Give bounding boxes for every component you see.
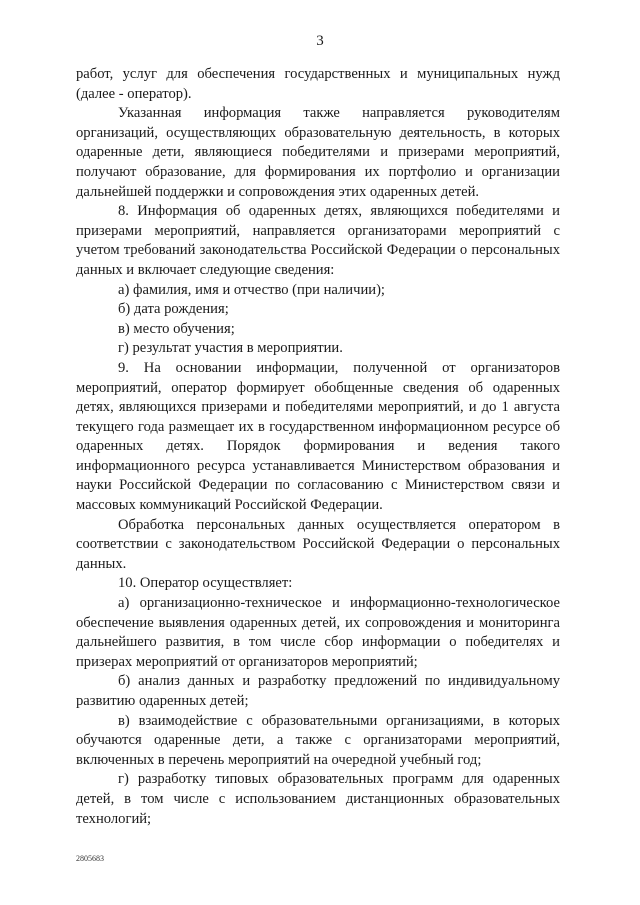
list-item-10c: в) взаимодействие с образовательными организациями, в которых обучаются одаренные дети, а также с организаторами мероприятий, включенных в перечень мероприятий на очередной учебный год; [76, 712, 560, 768]
list-item-8d: г) результат участия в мероприятии. [118, 340, 343, 357]
list-item-10d: г) разработку типовых образовательных программ для одаренных детей, в том числе с использованием дистанционных образовательных технологий; [76, 771, 560, 827]
page-number: 3 [316, 33, 324, 49]
paragraph-9: 9. На основании информации, полученной от организаторов мероприятий, оператор формирует обобщенные сведения об одаренных детях, являющихся призерами и победителями мероприятий, и до 1 августа текущего года размещает их в государственном информационном ресурсе об одаренных детях. Порядок формирования и ведения такого информационного ресурса устанавливается Министерством образования и науки Российской Федерации по согласованию с Министерством связи и массовых коммуникаций Российской Федерации. [76, 359, 560, 514]
paragraph-personal-data: Обработка персональных данных осуществляется оператором в соответствии с законодательством Российской Федерации о персональных данных. [76, 516, 560, 572]
list-item-8c: в) место обучения; [118, 320, 235, 337]
paragraph-10: 10. Оператор осуществляет: [118, 575, 293, 592]
document-body [76, 65, 560, 829]
list-item-10b: б) анализ данных и разработку предложений по индивидуальному развитию одаренных детей; [76, 673, 560, 709]
paragraph-8: 8. Информация об одаренных детях, являющихся победителями и призерами мероприятий, направляется организаторами мероприятий с учетом требований законодательства Российской Федерации о персональных данных и включает следующие сведения: [76, 203, 560, 278]
list-item-10a: а) организационно-техническое и информационно-технологическое обеспечение выявления одаренных детей, их сопровождения и мониторинга дальнейшего развития, в том числе сбор информации о победителях и призерах мероприятий от организаторов мероприятий; [76, 595, 560, 670]
document-code: 2805683 [76, 854, 104, 863]
paragraph-continuation: работ, услуг для обеспечения государственных и муниципальных нужд (далее - оператор). [76, 66, 560, 102]
paragraph-info-sent: Указанная информация также направляется руководителям организаций, осуществляющих образовательную деятельность, в которых одаренные дети, являющиеся победителями и призерами мероприятий, получают образование, для формирования их портфолио и организации дальнейшей поддержки и сопровождения этих одаренных детей. [76, 105, 560, 200]
list-item-8b: б) дата рождения; [118, 301, 229, 318]
list-item-8a: а) фамилия, имя и отчество (при наличии); [118, 281, 385, 298]
